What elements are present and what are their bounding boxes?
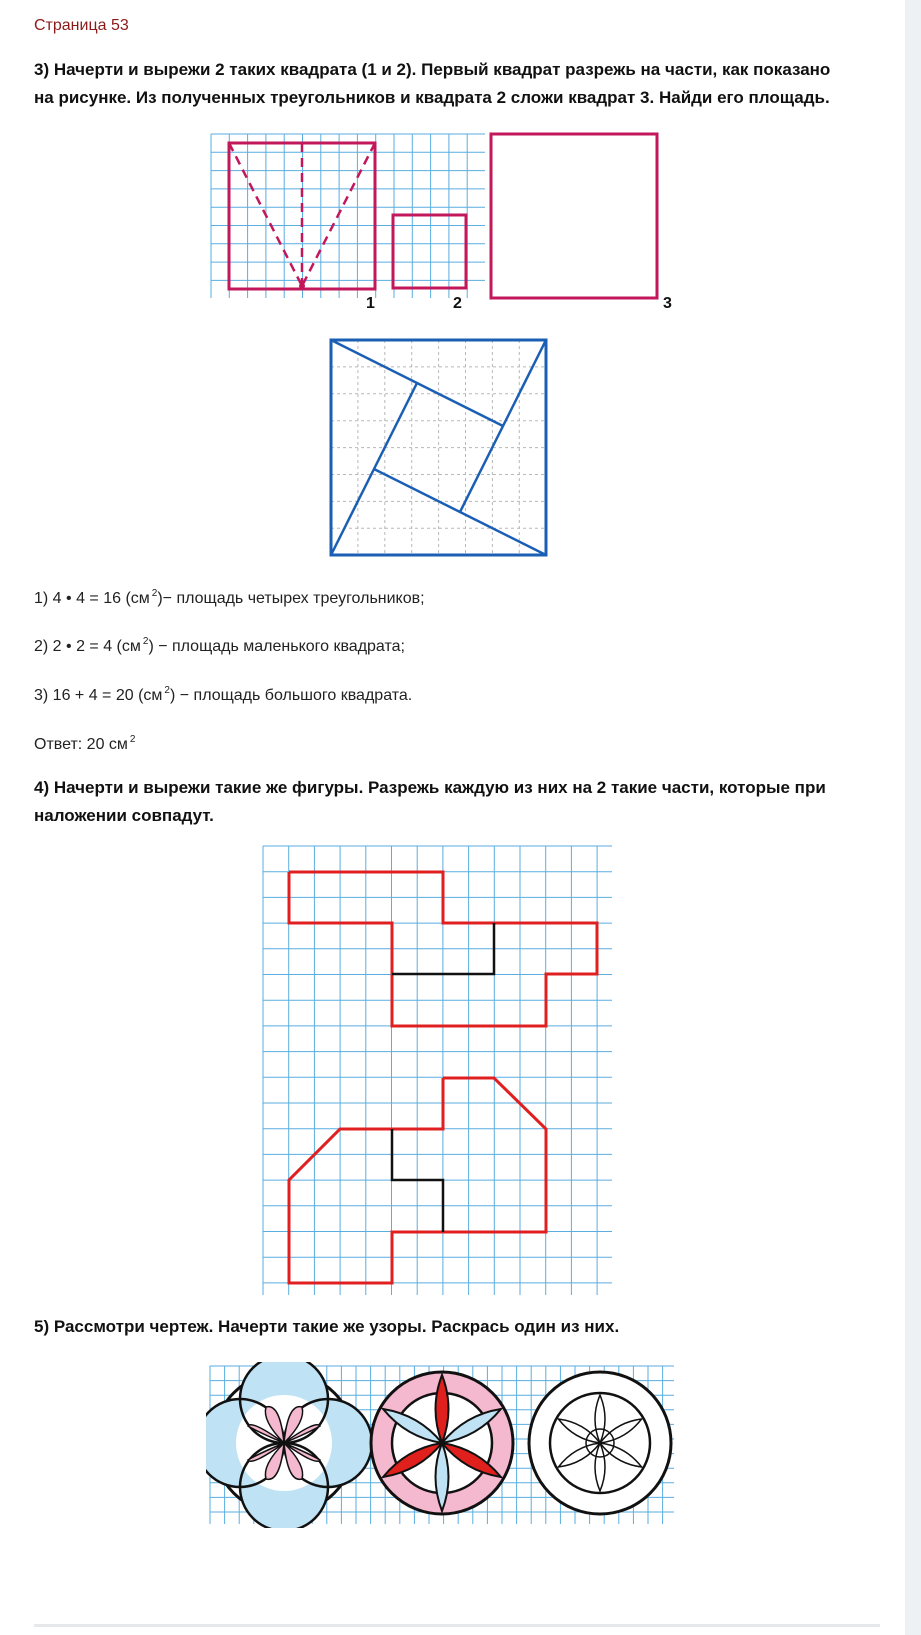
task-4-shapes-figure [260, 840, 620, 1300]
pattern-3 [529, 1372, 671, 1514]
assembled-square-figure [325, 334, 555, 564]
solution-line-1: 1) 4 • 4 = 16 (см $^2$)− площадь четырех треугольников; [34, 588, 425, 607]
task-4-text [34, 774, 874, 830]
square-1-cut-point [299, 283, 305, 289]
square-1-cut-line-right [302, 143, 375, 286]
task-5-patterns-figure [206, 1362, 682, 1528]
solution-line-3: 3) 16 + 4 = 20 (см $^2$) − площадь большого квадрата. [34, 685, 413, 704]
task-3-text [34, 56, 874, 112]
task-5-text: 5) Рассмотри чертеж. Начерти такие же узоры. Раскрась один из них. [34, 1317, 620, 1336]
solution-line-2: 2) 2 • 2 = 4 (см $^2$) − площадь маленького квадрата; [34, 636, 405, 655]
pattern-1 [206, 1362, 372, 1528]
task-3-squares-figure [205, 128, 685, 318]
answer-line: Ответ: 20 см $^2$ [34, 734, 136, 753]
grid-paper [263, 846, 612, 1295]
footer-divider [34, 1624, 880, 1627]
task-4-line-1: 4) Начерти и вырежи такие же фигуры. Разрежь каждую из них на 2 такие части, которые при [34, 778, 826, 797]
label-1: 1 [366, 295, 375, 312]
dotted-grid [331, 340, 546, 555]
page-side-bar [905, 0, 921, 1635]
task-3-line-1: 3) Начерти и вырежи 2 таких квадрата (1 и 2). Первый квадрат разрежь на части, как показано [34, 60, 831, 79]
pattern-2 [371, 1372, 513, 1514]
task-4-line-2: наложении совпадут. [34, 806, 214, 825]
label-2: 2 [453, 295, 462, 312]
task-3-line-2: на рисунке. Из полученных треугольников и квадрата 2 сложи квадрат 3. Найди его площадь. [34, 88, 830, 107]
label-3: 3 [663, 295, 672, 312]
square-3-background [491, 134, 657, 298]
page-header: Страница 53 [34, 17, 129, 34]
